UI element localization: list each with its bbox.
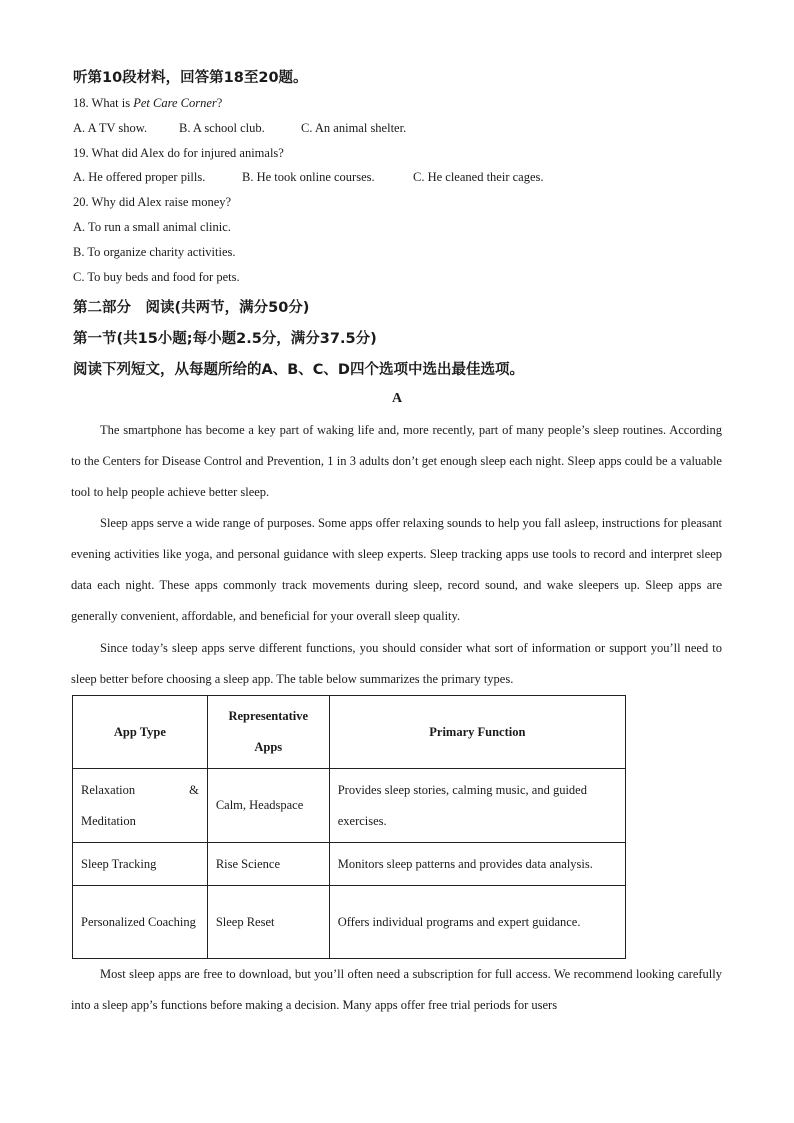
- question-italic-title: Pet Care Corner: [133, 96, 217, 110]
- question-text: What is: [91, 96, 134, 110]
- passage-title: A: [391, 391, 403, 406]
- option-a: A. A TV show.: [73, 121, 148, 135]
- part-2-heading: 第二部分 阅读(共两节，满分50分): [73, 300, 310, 316]
- paragraph-2: Sleep apps serve a wide range of purposes. Some apps offer relaxing sounds to help you fall asleep, instructions for pleasant evening activities like yoga, and personal guidance with sleep experts. Sleep tracking apps use tools to record and interpret sleep data each night. These apps commonly track movements during sleep, record sound, and wake sleepers up. Sleep apps are generally convenient, affordable, and beneficial for your overall sleep quality.: [71, 516, 722, 623]
- paragraph-3: Since today’s sleep apps serve different functions, you should consider what sort of information or support you’ll need to sleep better before choosing a sleep app. The table below summarizes the primary types.: [71, 641, 722, 686]
- question-18-options: [73, 121, 406, 136]
- section-10-heading: 听第10段材料，回答第18至20题。: [73, 70, 308, 86]
- app-type-ampersand: &: [189, 782, 199, 797]
- table-row: [73, 843, 626, 886]
- option-c: C. An animal shelter.: [301, 121, 407, 135]
- reading-instruction: 阅读下列短文，从每题所给的A、B、C、D四个选项中选出最佳选项。: [73, 362, 524, 378]
- header-representative-apps: Representative Apps: [207, 696, 329, 769]
- header-app-type: App Type: [73, 696, 208, 769]
- table-row: [73, 769, 626, 843]
- paragraph-1: The smartphone has become a key part of waking life and, more recently, part of many people’s sleep routines. According to the Centers for Disease Control and Prevention, 1 in 3 adults don’t get enough sleep each night. Sleep apps could be a valuable tool to help people achieve better sleep.: [71, 423, 722, 499]
- cell-primary-function: Provides sleep stories, calming music, and guided exercises.: [329, 769, 625, 843]
- question-18: [73, 96, 222, 111]
- header-primary-function: Primary Function: [329, 696, 625, 769]
- cell-representative-apps: Rise Science: [207, 843, 329, 886]
- section-1-heading: 第一节(共15小题;每小题2.5分，满分37.5分): [73, 331, 377, 347]
- question-number: 18.: [73, 96, 92, 110]
- paragraph-4: Most sleep apps are free to download, but you’ll often need a subscription for full access. We recommend looking carefully into a sleep app’s functions before making a decision. Many apps offer free trial periods for users: [71, 967, 722, 1012]
- question-20-option-b: B. To organize charity activities.: [73, 245, 236, 259]
- question-20-option-a: A. To run a small animal clinic.: [73, 220, 231, 234]
- cell-app-type: Personalized Coaching: [73, 886, 208, 959]
- option-b: B. He took online courses.: [242, 170, 375, 184]
- cell-primary-function: Offers individual programs and expert guidance.: [329, 886, 625, 959]
- question-20: 20. Why did Alex raise money?: [73, 195, 232, 209]
- app-type-part: Meditation: [81, 813, 136, 828]
- table-row: [73, 886, 626, 959]
- question-19-options: [73, 170, 544, 185]
- option-a: A. He offered proper pills.: [73, 170, 206, 184]
- cell-app-type: [73, 769, 208, 843]
- table-header-row: [73, 696, 626, 769]
- question-19: 19. What did Alex do for injured animals?: [73, 146, 284, 160]
- cell-primary-function: Monitors sleep patterns and provides data analysis.: [329, 843, 625, 886]
- cell-app-type: Sleep Tracking: [73, 843, 208, 886]
- app-type-part: Relaxation: [81, 782, 136, 797]
- option-b: B. A school club.: [179, 121, 265, 135]
- cell-representative-apps: Calm, Headspace: [207, 769, 329, 843]
- question-text-suffix: ?: [216, 96, 223, 110]
- sleep-apps-table: [72, 695, 626, 959]
- option-c: C. He cleaned their cages.: [413, 170, 544, 184]
- question-20-option-c: C. To buy beds and food for pets.: [73, 270, 240, 284]
- cell-representative-apps: Sleep Reset: [207, 886, 329, 959]
